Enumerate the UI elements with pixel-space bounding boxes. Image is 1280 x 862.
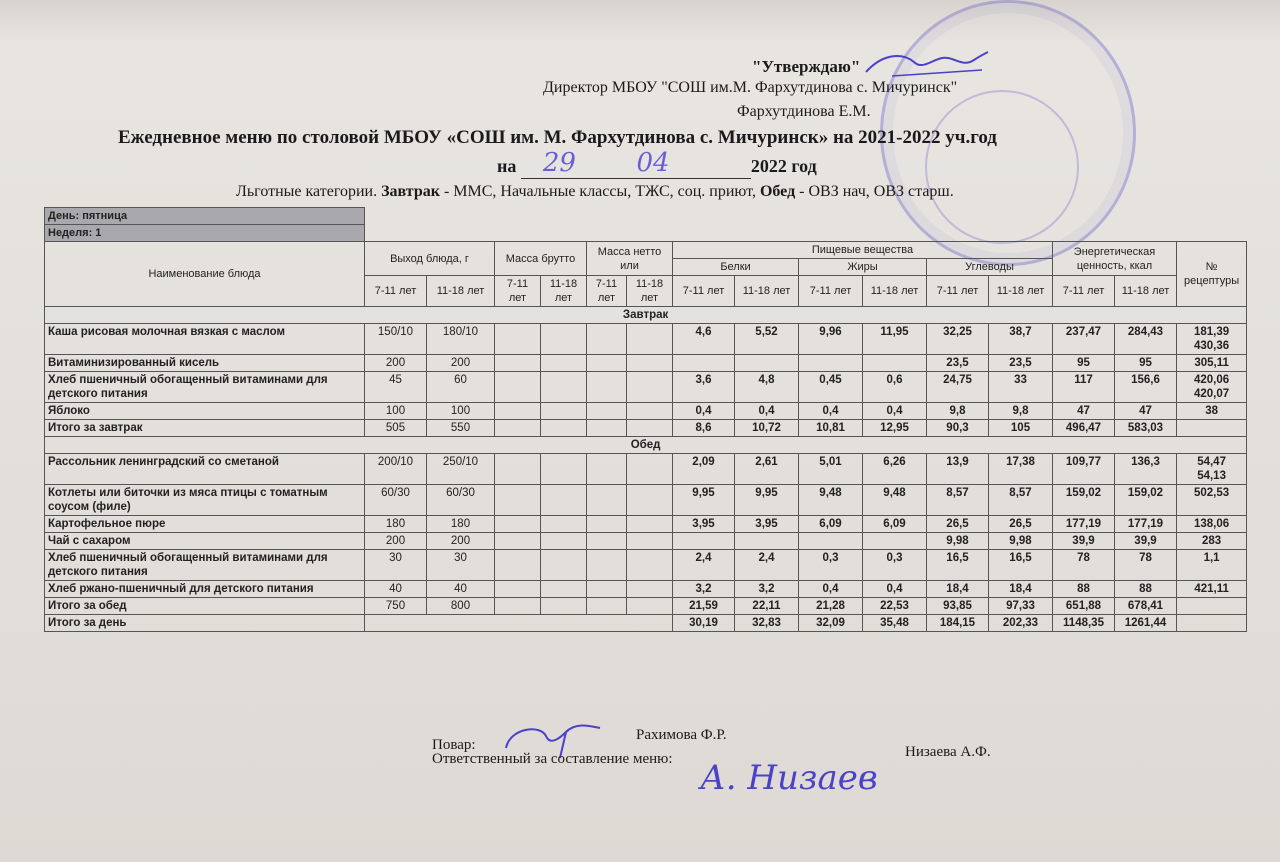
mass-cell	[495, 581, 541, 598]
mass-cell	[495, 324, 541, 355]
mass-cell	[587, 598, 627, 615]
lunch-rows	[45, 454, 1247, 598]
proteins-7-11: 0,4	[673, 403, 735, 420]
day-total-f1: 32,09	[799, 615, 863, 632]
date-prefix: на	[497, 156, 517, 176]
total-name: Итого за завтрак	[45, 420, 365, 437]
lunch-label: Обед	[759, 183, 796, 200]
age-header: 7-11 лет	[927, 276, 989, 307]
carbs-7-11: 24,75	[927, 372, 989, 403]
mass-cell	[495, 403, 541, 420]
output-7-11: 200	[365, 533, 427, 550]
responsible-label: Ответственный за составление меню:	[432, 751, 673, 767]
total-name: Итого за обед	[45, 598, 365, 615]
age-header: 11-18 лет	[1115, 276, 1177, 307]
carbs-7-11: 23,5	[927, 355, 989, 372]
carbs-11-18: 9,98	[989, 533, 1053, 550]
energy-11-18: 78	[1115, 550, 1177, 581]
mass-cell	[587, 581, 627, 598]
carbs-11-18: 33	[989, 372, 1053, 403]
energy-7-11: 651,88	[1053, 598, 1115, 615]
fats-7-11: 0,4	[799, 581, 863, 598]
day-label: День: пятница	[45, 208, 365, 225]
mass-cell	[541, 598, 587, 615]
date-underline	[521, 148, 751, 179]
cook-name: Рахимова Ф.Р.	[636, 727, 727, 743]
director-name: Фархутдинова Е.М.	[737, 103, 871, 120]
age-header: 11-18 лет	[989, 276, 1053, 307]
dish-name: Хлеб ржано-пшеничный для детского питания	[45, 581, 365, 598]
day-total-c2: 202,33	[989, 615, 1053, 632]
age-header: 11-18 лет	[735, 276, 799, 307]
week-row	[45, 225, 1247, 242]
day-total-f2: 35,48	[863, 615, 927, 632]
fats-7-11: 0,4	[799, 403, 863, 420]
proteins-7-11: 2,09	[673, 454, 735, 485]
energy-11-18: 678,41	[1115, 598, 1177, 615]
recipe-number: 305,11	[1177, 355, 1247, 372]
energy-7-11: 47	[1053, 403, 1115, 420]
day-total-p1: 30,19	[673, 615, 735, 632]
age-header: 7-11 лет	[799, 276, 863, 307]
output-11-18: 180/10	[427, 324, 495, 355]
categories-line	[236, 183, 954, 201]
breakfast-dish-row	[45, 372, 1247, 403]
mass-cell	[495, 598, 541, 615]
mass-cell	[587, 533, 627, 550]
proteins-11-18: 2,61	[735, 454, 799, 485]
director-signature-icon	[862, 48, 992, 82]
fats-7-11: 0,45	[799, 372, 863, 403]
mass-cell	[541, 454, 587, 485]
output-11-18: 40	[427, 581, 495, 598]
mass-cell	[495, 516, 541, 533]
carbs-7-11: 26,5	[927, 516, 989, 533]
carbs-11-18: 17,38	[989, 454, 1053, 485]
proteins-11-18: 4,8	[735, 372, 799, 403]
lunch-total-row	[45, 598, 1247, 615]
recipe-number: 54,47 54,13	[1177, 454, 1247, 485]
dish-name: Хлеб пшеничный обогащенный витаминами для детского питания	[45, 372, 365, 403]
energy-11-18: 159,02	[1115, 485, 1177, 516]
day-total-e1: 1148,35	[1053, 615, 1115, 632]
age-header: 7-11 лет	[495, 276, 541, 307]
output-7-11: 200/10	[365, 454, 427, 485]
output-7-11: 60/30	[365, 485, 427, 516]
energy-11-18: 47	[1115, 403, 1177, 420]
mass-cell	[587, 372, 627, 403]
age-header: 11-18 лет	[541, 276, 587, 307]
proteins-11-18: 0,4	[735, 403, 799, 420]
date-line	[497, 148, 817, 179]
day-total-c1: 184,15	[927, 615, 989, 632]
energy-11-18: 95	[1115, 355, 1177, 372]
output-7-11: 505	[365, 420, 427, 437]
mass-cell	[541, 581, 587, 598]
fats-7-11	[799, 533, 863, 550]
week-label: Неделя: 1	[45, 225, 365, 242]
energy-7-11: 109,77	[1053, 454, 1115, 485]
fats-11-18: 0,4	[863, 581, 927, 598]
carbs-7-11: 9,8	[927, 403, 989, 420]
lunch-dish-row	[45, 516, 1247, 533]
output-11-18: 200	[427, 533, 495, 550]
director-signature	[862, 48, 992, 82]
mass-cell	[495, 454, 541, 485]
day-total-e2: 1261,44	[1115, 615, 1177, 632]
mass-cell	[587, 550, 627, 581]
proteins-7-11: 4,6	[673, 324, 735, 355]
lunch-dish-row	[45, 581, 1247, 598]
mass-cell	[627, 420, 673, 437]
age-header: 7-11 лет	[587, 276, 627, 307]
age-header: 11-18 лет	[627, 276, 673, 307]
carbs-7-11: 93,85	[927, 598, 989, 615]
page-title: Ежедневное меню по столовой МБОУ «СОШ им. М. Фархутдинова с. Мичуринск» на 2021-2022 уч.год	[118, 127, 997, 148]
energy-11-18: 583,03	[1115, 420, 1177, 437]
recipe-number: 38	[1177, 403, 1247, 420]
lunch-dish-row	[45, 485, 1247, 516]
mass-cell	[541, 355, 587, 372]
proteins-7-11: 8,6	[673, 420, 735, 437]
output-7-11: 30	[365, 550, 427, 581]
recipe-number	[1177, 615, 1247, 632]
mass-cell	[541, 372, 587, 403]
carbs-7-11: 13,9	[927, 454, 989, 485]
section-breakfast	[45, 307, 1247, 324]
breakfast-label: Завтрак	[381, 183, 440, 200]
mass-cell	[587, 454, 627, 485]
mass-cell	[541, 485, 587, 516]
output-7-11: 40	[365, 581, 427, 598]
mass-cell	[541, 324, 587, 355]
lunch-dish-row	[45, 454, 1247, 485]
breakfast-groups: - ММС, Начальные классы, ТЖС, соц. приют,	[443, 183, 756, 200]
fats-11-18	[863, 533, 927, 550]
proteins-7-11: 9,95	[673, 485, 735, 516]
carbs-11-18: 105	[989, 420, 1053, 437]
output-7-11: 200	[365, 355, 427, 372]
section-title: Обед	[45, 437, 1247, 454]
carbs-7-11: 90,3	[927, 420, 989, 437]
col-energy-header: Энергетическая ценность, ккал	[1053, 242, 1177, 276]
mass-cell	[627, 355, 673, 372]
fats-11-18: 11,95	[863, 324, 927, 355]
mass-cell	[587, 485, 627, 516]
mass-cell	[541, 550, 587, 581]
mass-cell	[587, 403, 627, 420]
mass-cell	[495, 372, 541, 403]
recipe-number	[1177, 420, 1247, 437]
col-output-header: Выход блюда, г	[365, 242, 495, 276]
mass-cell	[541, 420, 587, 437]
output-11-18: 30	[427, 550, 495, 581]
output-11-18: 100	[427, 403, 495, 420]
carbs-11-18: 23,5	[989, 355, 1053, 372]
energy-7-11: 496,47	[1053, 420, 1115, 437]
recipe-number: 420,06 420,07	[1177, 372, 1247, 403]
mass-cell	[627, 324, 673, 355]
responsible-signature: А. Низаев	[700, 758, 878, 798]
output-11-18: 60/30	[427, 485, 495, 516]
output-7-11: 45	[365, 372, 427, 403]
age-header: 7-11 лет	[1053, 276, 1115, 307]
categories-prefix: Льготные категории.	[236, 183, 378, 200]
col-name-header: Наименование блюда	[45, 242, 365, 307]
section-lunch	[45, 437, 1247, 454]
fats-7-11: 5,01	[799, 454, 863, 485]
mass-cell	[627, 403, 673, 420]
output-7-11: 150/10	[365, 324, 427, 355]
day-row	[45, 208, 1247, 225]
col-fats-header: Жиры	[799, 259, 927, 276]
total-name: Итого за день	[45, 615, 365, 632]
output-7-11: 750	[365, 598, 427, 615]
fats-7-11: 9,48	[799, 485, 863, 516]
date-day: 29	[542, 148, 576, 178]
fats-11-18: 0,3	[863, 550, 927, 581]
breakfast-dish-row	[45, 355, 1247, 372]
carbs-7-11: 32,25	[927, 324, 989, 355]
carbs-11-18: 26,5	[989, 516, 1053, 533]
mass-cell	[627, 372, 673, 403]
recipe-number: 1,1	[1177, 550, 1247, 581]
breakfast-dish-row	[45, 324, 1247, 355]
dish-name: Хлеб пшеничный обогащенный витаминами для детского питания	[45, 550, 365, 581]
fats-7-11: 0,3	[799, 550, 863, 581]
recipe-number: 502,53	[1177, 485, 1247, 516]
fats-7-11: 10,81	[799, 420, 863, 437]
proteins-7-11: 21,59	[673, 598, 735, 615]
director-line: Директор МБОУ "СОШ им.М. Фархутдинова с. Мичуринск"	[543, 79, 958, 96]
day-total-p2: 32,83	[735, 615, 799, 632]
lunch-groups: - ОВЗ нач, ОВЗ старш.	[799, 183, 954, 200]
age-header: 7-11 лет	[365, 276, 427, 307]
output-11-18: 550	[427, 420, 495, 437]
energy-11-18: 39,9	[1115, 533, 1177, 550]
dish-name: Витаминизированный кисель	[45, 355, 365, 372]
mass-cell	[627, 485, 673, 516]
carbs-11-18: 97,33	[989, 598, 1053, 615]
mass-cell	[587, 516, 627, 533]
fats-11-18: 12,95	[863, 420, 927, 437]
col-net-header: Масса нетто или	[587, 242, 673, 276]
col-nutrients-header: Пищевые вещества	[673, 242, 1053, 259]
fats-11-18: 22,53	[863, 598, 927, 615]
proteins-11-18: 3,95	[735, 516, 799, 533]
carbs-11-18: 38,7	[989, 324, 1053, 355]
age-header: 11-18 лет	[863, 276, 927, 307]
energy-7-11: 177,19	[1053, 516, 1115, 533]
output-7-11: 180	[365, 516, 427, 533]
mass-cell	[495, 355, 541, 372]
energy-7-11: 78	[1053, 550, 1115, 581]
dish-name: Каша рисовая молочная вязкая с маслом	[45, 324, 365, 355]
recipe-number: 181,39 430,36	[1177, 324, 1247, 355]
proteins-11-18: 5,52	[735, 324, 799, 355]
carbs-7-11: 8,57	[927, 485, 989, 516]
energy-11-18: 284,43	[1115, 324, 1177, 355]
mass-cell	[587, 324, 627, 355]
mass-cell	[495, 550, 541, 581]
mass-cell	[495, 533, 541, 550]
lunch-dish-row	[45, 550, 1247, 581]
responsible-name: Низаева А.Ф.	[905, 744, 991, 760]
breakfast-rows	[45, 324, 1247, 420]
fats-7-11: 6,09	[799, 516, 863, 533]
proteins-11-18: 10,72	[735, 420, 799, 437]
mass-cell	[587, 420, 627, 437]
carbs-7-11: 9,98	[927, 533, 989, 550]
proteins-7-11: 3,95	[673, 516, 735, 533]
section-title: Завтрак	[45, 307, 1247, 324]
dish-name: Картофельное пюре	[45, 516, 365, 533]
recipe-number: 138,06	[1177, 516, 1247, 533]
proteins-11-18: 3,2	[735, 581, 799, 598]
fats-11-18	[863, 355, 927, 372]
mass-cell	[541, 516, 587, 533]
approve-label: "Утверждаю"	[752, 57, 861, 76]
proteins-7-11: 3,2	[673, 581, 735, 598]
energy-7-11: 117	[1053, 372, 1115, 403]
breakfast-dish-row	[45, 403, 1247, 420]
energy-11-18: 156,6	[1115, 372, 1177, 403]
mass-cell	[627, 533, 673, 550]
col-gross-header: Масса брутто	[495, 242, 587, 276]
carbs-7-11: 16,5	[927, 550, 989, 581]
fats-11-18: 0,6	[863, 372, 927, 403]
fats-11-18: 6,09	[863, 516, 927, 533]
mass-cell	[627, 516, 673, 533]
output-11-18: 800	[427, 598, 495, 615]
fats-11-18: 9,48	[863, 485, 927, 516]
lunch-dish-row	[45, 533, 1247, 550]
mass-cell	[541, 403, 587, 420]
recipe-number	[1177, 598, 1247, 615]
breakfast-total-row	[45, 420, 1247, 437]
proteins-7-11: 3,6	[673, 372, 735, 403]
energy-11-18: 136,3	[1115, 454, 1177, 485]
proteins-7-11	[673, 533, 735, 550]
header-row-1	[45, 242, 1247, 259]
col-recipe-header: № рецептуры	[1177, 242, 1247, 307]
fats-7-11	[799, 355, 863, 372]
recipe-number: 283	[1177, 533, 1247, 550]
output-7-11: 100	[365, 403, 427, 420]
col-proteins-header: Белки	[673, 259, 799, 276]
output-11-18: 250/10	[427, 454, 495, 485]
carbs-11-18: 18,4	[989, 581, 1053, 598]
carbs-11-18: 9,8	[989, 403, 1053, 420]
menu-table	[44, 207, 1247, 632]
proteins-7-11: 2,4	[673, 550, 735, 581]
energy-7-11: 95	[1053, 355, 1115, 372]
day-total-row	[45, 615, 1247, 632]
output-11-18: 200	[427, 355, 495, 372]
proteins-7-11	[673, 355, 735, 372]
mass-cell	[627, 454, 673, 485]
mass-cell	[587, 355, 627, 372]
dish-name: Рассольник ленинградский со сметаной	[45, 454, 365, 485]
output-11-18: 60	[427, 372, 495, 403]
energy-7-11: 237,47	[1053, 324, 1115, 355]
carbs-11-18: 8,57	[989, 485, 1053, 516]
energy-11-18: 177,19	[1115, 516, 1177, 533]
proteins-11-18: 9,95	[735, 485, 799, 516]
energy-11-18: 88	[1115, 581, 1177, 598]
age-header: 7-11 лет	[673, 276, 735, 307]
proteins-11-18: 22,11	[735, 598, 799, 615]
cook-label: Повар:	[432, 737, 476, 753]
dish-name: Чай с сахаром	[45, 533, 365, 550]
recipe-number: 421,11	[1177, 581, 1247, 598]
proteins-11-18: 2,4	[735, 550, 799, 581]
fats-7-11: 21,28	[799, 598, 863, 615]
dish-name: Котлеты или биточки из мяса птицы с томатным соусом (филе)	[45, 485, 365, 516]
mass-cell	[627, 550, 673, 581]
fats-11-18: 0,4	[863, 403, 927, 420]
energy-7-11: 88	[1053, 581, 1115, 598]
fats-7-11: 9,96	[799, 324, 863, 355]
mass-cell	[627, 581, 673, 598]
date-year: 2022 год	[750, 156, 817, 176]
col-carbs-header: Углеводы	[927, 259, 1053, 276]
proteins-11-18	[735, 355, 799, 372]
carbs-7-11: 18,4	[927, 581, 989, 598]
carbs-11-18: 16,5	[989, 550, 1053, 581]
mass-cell	[541, 533, 587, 550]
output-11-18: 180	[427, 516, 495, 533]
date-month: 04	[636, 148, 670, 178]
empty-span	[365, 615, 673, 632]
mass-cell	[495, 485, 541, 516]
mass-cell	[627, 598, 673, 615]
energy-7-11: 159,02	[1053, 485, 1115, 516]
energy-7-11: 39,9	[1053, 533, 1115, 550]
proteins-11-18	[735, 533, 799, 550]
fats-11-18: 6,26	[863, 454, 927, 485]
mass-cell	[495, 420, 541, 437]
dish-name: Яблоко	[45, 403, 365, 420]
age-header: 11-18 лет	[427, 276, 495, 307]
